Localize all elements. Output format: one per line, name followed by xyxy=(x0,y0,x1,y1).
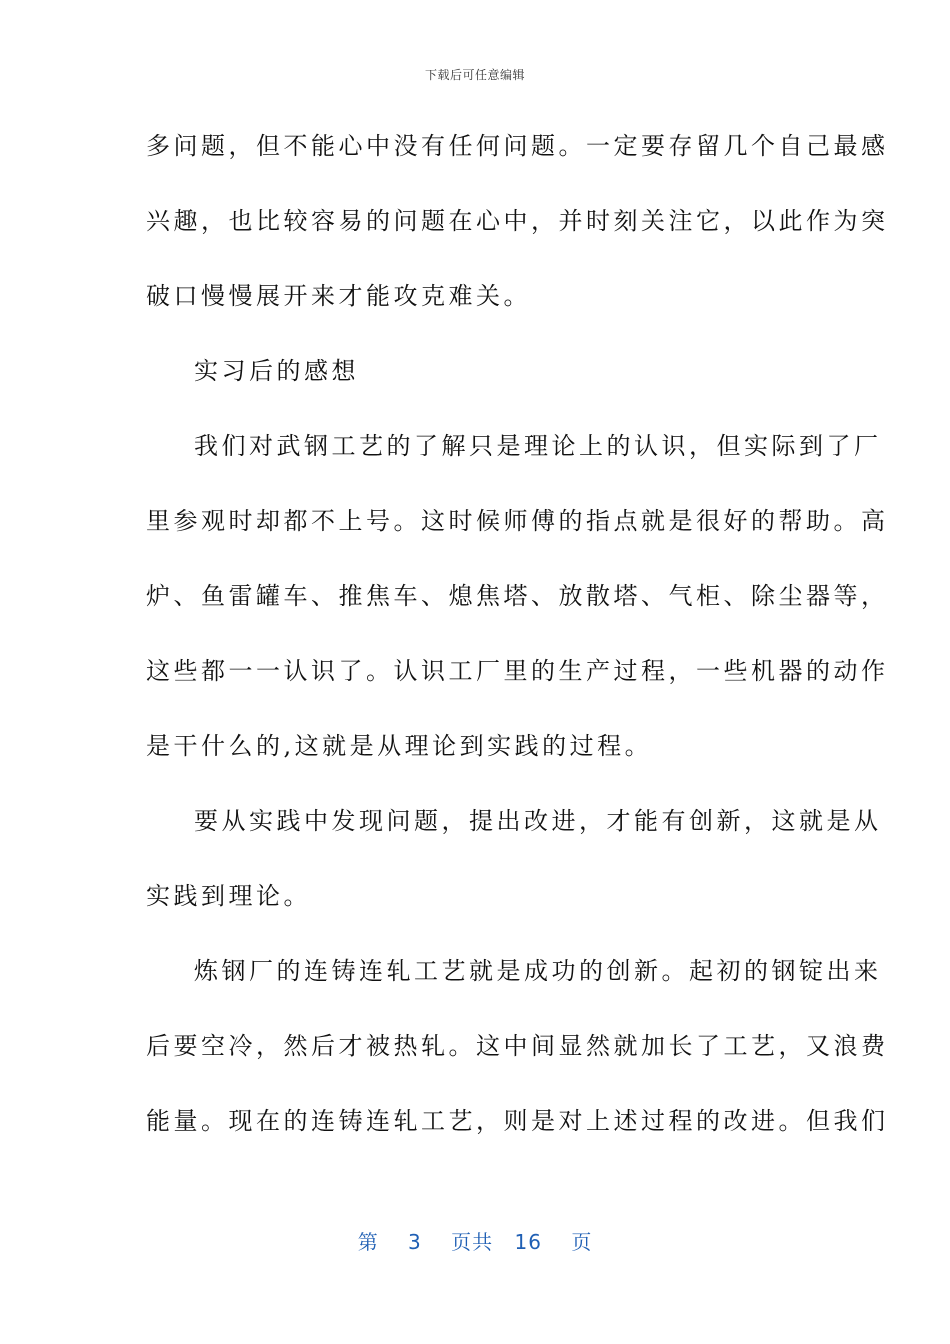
text-line: 里参观时却都不上号。这时候师傅的指点就是很好的帮助。高 xyxy=(146,507,889,535)
footer-current-page: 3 xyxy=(408,1230,422,1254)
footer-middle: 页共 xyxy=(451,1230,494,1254)
text-line: 要从实践中发现问题，提出改进，才能有创新，这就是从 xyxy=(194,807,882,835)
text-line: 我们对武钢工艺的了解只是理论上的认识，但实际到了厂 xyxy=(194,432,882,460)
text-line: 是干什么的,这就是从理论到实践的过程。 xyxy=(146,732,653,760)
footer-prefix: 第 xyxy=(357,1230,379,1254)
section-heading: 实习后的感想 xyxy=(194,357,359,385)
page-footer xyxy=(0,1226,950,1255)
text-line: 破口慢慢展开来才能攻克难关。 xyxy=(146,282,531,310)
text-line: 炼钢厂的连铸连轧工艺就是成功的创新。起初的钢锭出来 xyxy=(194,957,882,985)
body-text xyxy=(146,122,889,1172)
text-line: 能量。现在的连铸连轧工艺，则是对上述过程的改进。但我们 xyxy=(146,1107,889,1135)
text-line: 多问题，但不能心中没有任何问题。一定要存留几个自己最感 xyxy=(146,132,889,160)
text-line: 炉、鱼雷罐车、推焦车、熄焦塔、放散塔、气柜、除尘器等， xyxy=(146,582,889,610)
text-line: 兴趣，也比较容易的问题在心中，并时刻关注它，以此作为突 xyxy=(146,207,889,235)
footer-total-pages: 16 xyxy=(514,1230,542,1254)
text-line: 后要空冷，然后才被热轧。这中间显然就加长了工艺，又浪费 xyxy=(146,1032,889,1060)
footer-suffix: 页 xyxy=(571,1230,593,1254)
page-header-note: 下载后可任意编辑 xyxy=(424,68,525,82)
text-line: 这些都一一认识了。认识工厂里的生产过程，一些机器的动作 xyxy=(146,657,889,685)
text-line: 实践到理论。 xyxy=(146,882,311,910)
